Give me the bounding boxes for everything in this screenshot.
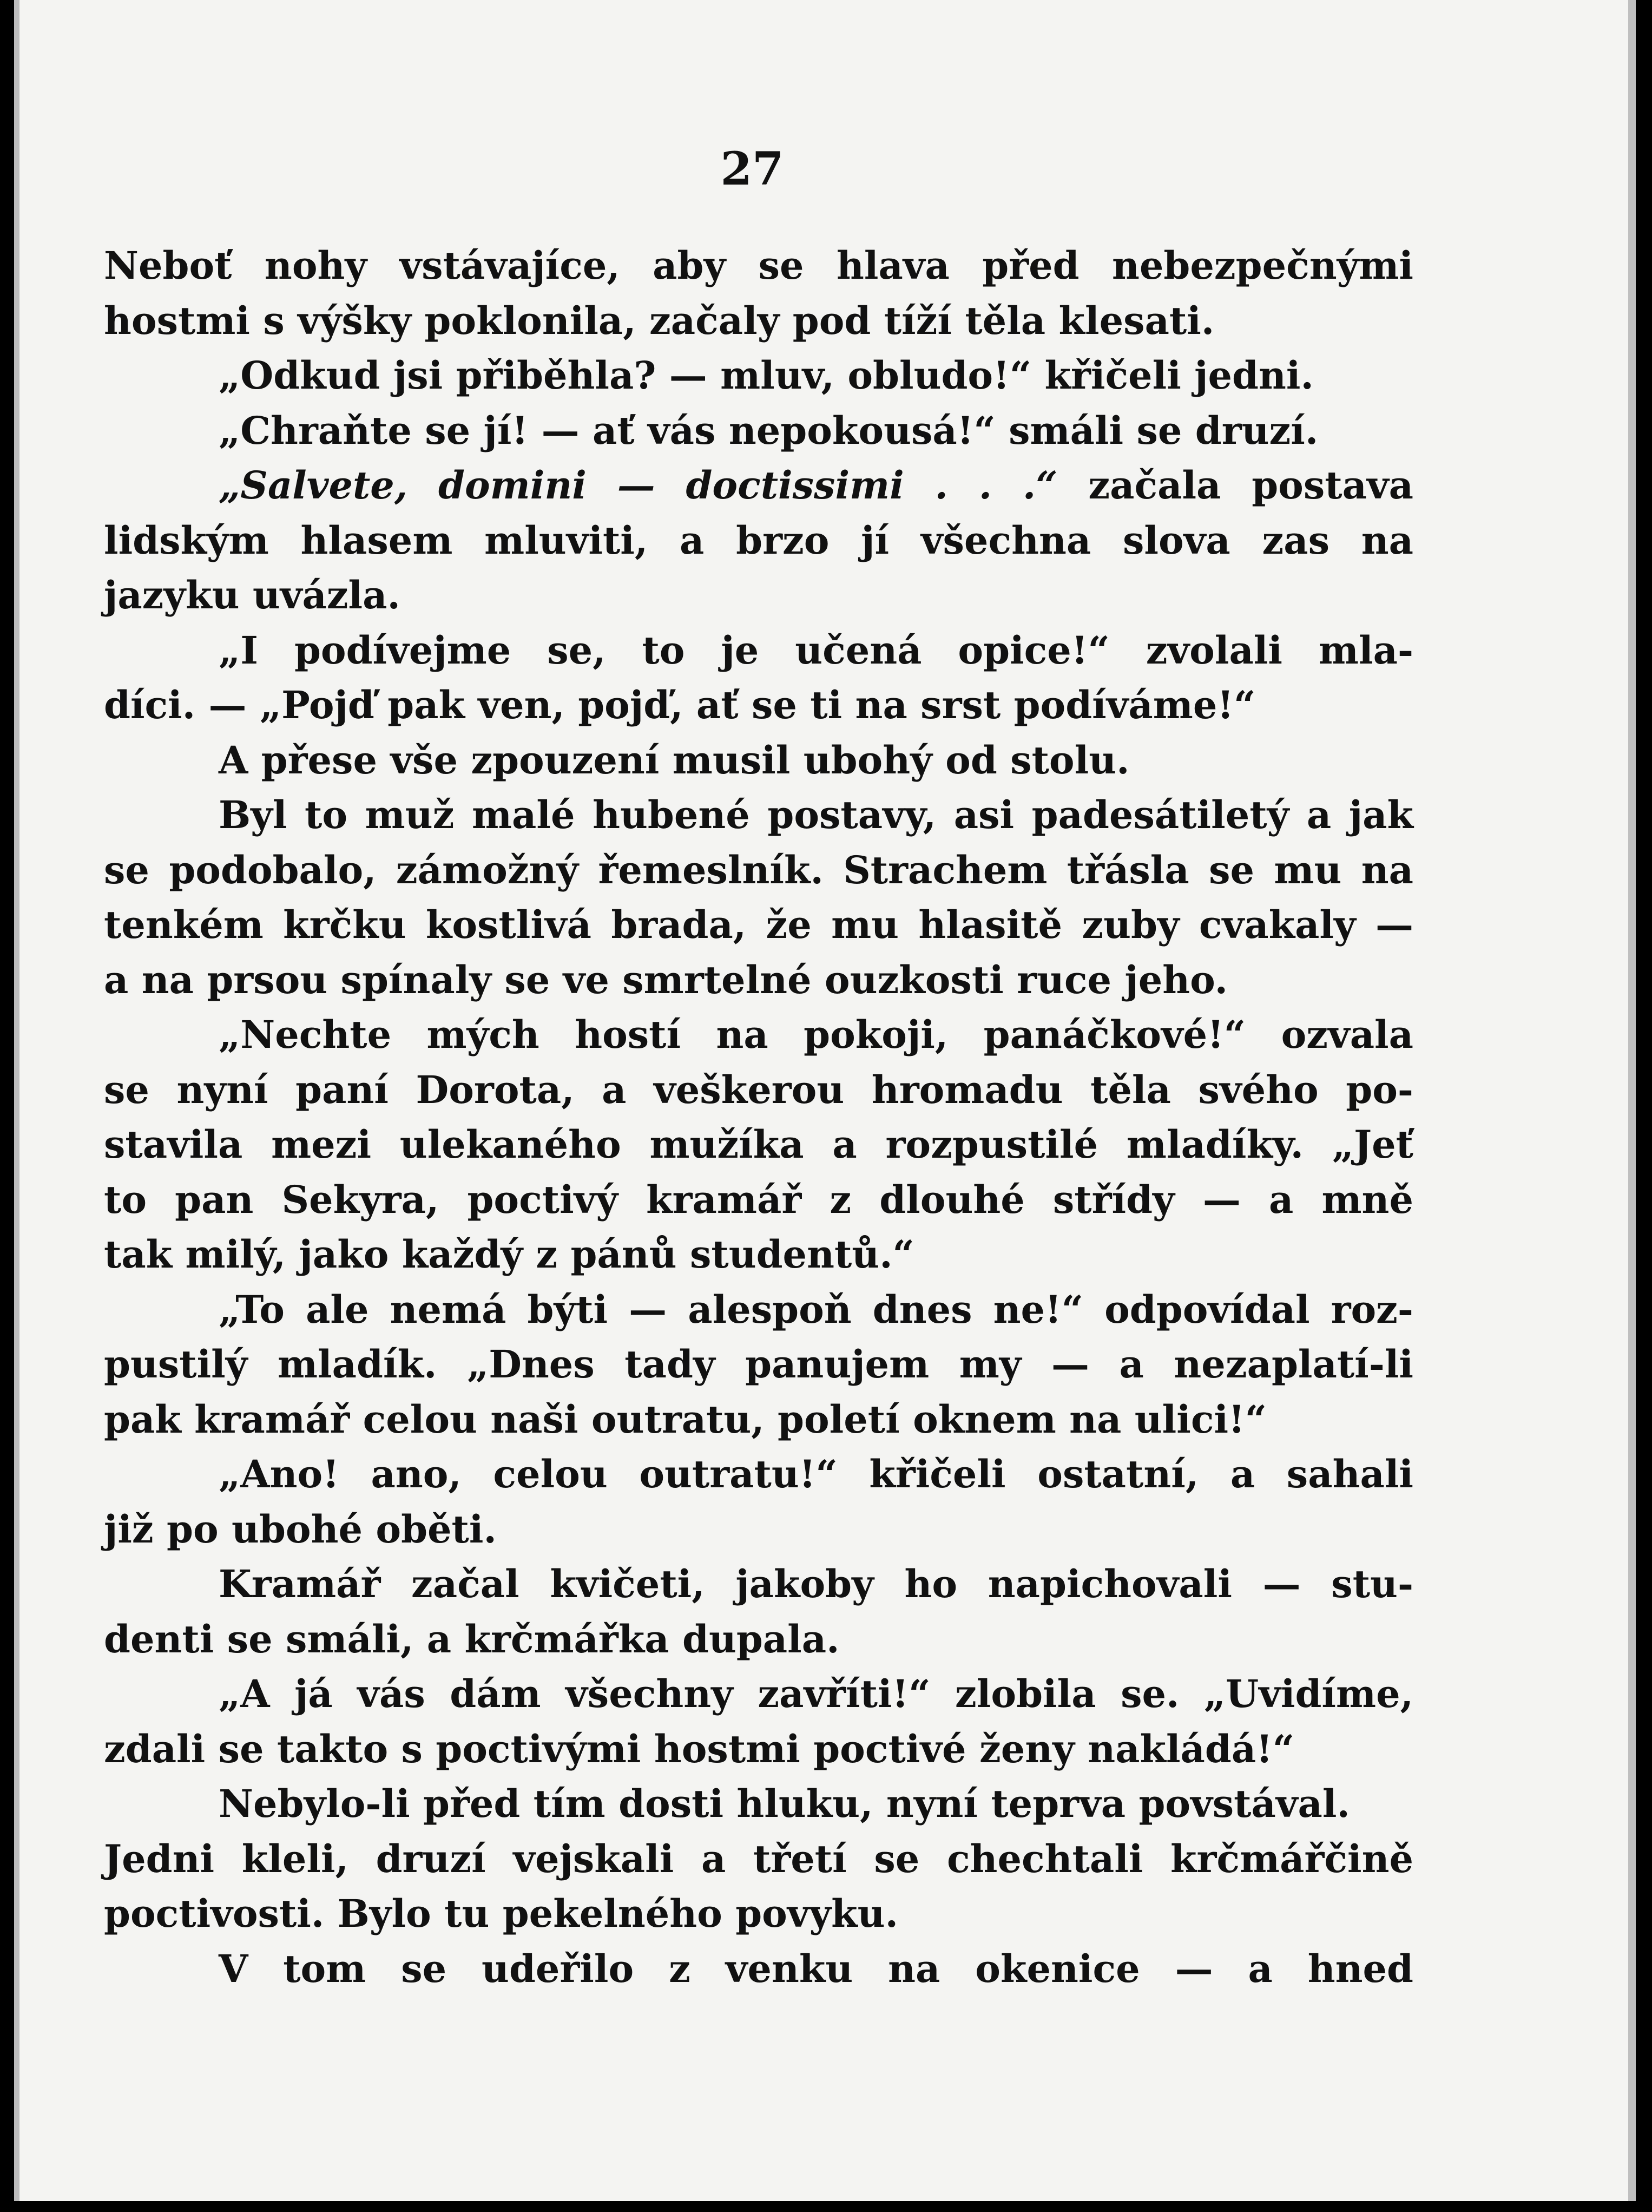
text-line: „Odkud jsi přiběhla? — mluv, obludo!“ křičeli jedni. xyxy=(219,353,1314,398)
text-line: se nyní paní Dorota, a veškerou hromadu těla svého po- xyxy=(104,1067,1413,1112)
text-line: Neboť nohy vstávajíce, aby se hlava před nebezpečnými xyxy=(104,243,1413,288)
text-line: Jedni kleli, druzí vejskali a třetí se chechtali krčmářčině xyxy=(104,1836,1413,1881)
text-line: tenkém krčku kostlivá brada, že mu hlasitě zuby cvakaly — xyxy=(104,902,1413,947)
scan-border-right xyxy=(1636,0,1652,2212)
text-line: Nebylo-li před tím dosti hluku, nyní teprva povstával. xyxy=(219,1781,1350,1826)
text-line: pak kramář celou naši outratu, poletí oknem na ulici!“ xyxy=(104,1396,1267,1442)
text-line: díci. — „Pojď pak ven, pojď, ať se ti na srst podíváme!“ xyxy=(104,682,1256,727)
text-line: hostmi s výšky poklonila, začaly pod tíží těla klesati. xyxy=(104,298,1215,343)
line-rest: začala postava xyxy=(1057,463,1413,508)
text-line: jazyku uvázla. xyxy=(104,573,400,618)
text-line: tak milý, jako každý z pánů studentů.“ xyxy=(104,1232,914,1277)
text-line: Byl to muž malé hubené postavy, asi padesátiletý a jak xyxy=(219,792,1413,837)
scan-border-left-shadow xyxy=(14,0,19,2212)
text-line: „A já vás dám všechny zavříti!“ zlobila se. „Uvidíme, xyxy=(219,1671,1413,1716)
text-line: „Chraňte se jí! — ať vás nepokousá!“ smáli se druzí. xyxy=(219,408,1319,453)
text-line: stavila mezi ulekaného mužíka a rozpustilé mladíky. „Jeť xyxy=(104,1122,1413,1167)
text-line: již po ubohé oběti. xyxy=(104,1506,497,1552)
text-line: lidským hlasem mluviti, a brzo jí všechna slova zas na xyxy=(104,517,1413,563)
italic-latin-phrase: „Salvete, domini — doctissimi . . .“ xyxy=(219,463,1058,508)
text-line: to pan Sekyra, poctivý kramář z dlouhé střídy — a mně xyxy=(104,1177,1413,1222)
scan-border-left xyxy=(0,0,14,2212)
scan-border-bottom xyxy=(0,2201,1652,2212)
text-line: „Nechte mých hostí na pokoji, panáčkové!“ ozvala xyxy=(219,1012,1413,1057)
text-line: „Ano! ano, celou outratu!“ křičeli ostatní, a sahali xyxy=(219,1452,1413,1496)
text-line: se podobalo, zámožný řemeslník. Strachem třásla se mu na xyxy=(104,847,1413,892)
page-number: 27 xyxy=(720,142,784,195)
text-line: Kramář začal kvičeti, jakoby ho napichovali — stu- xyxy=(219,1561,1413,1606)
text-line: A přese vše zpouzení musil ubohý od stolu. xyxy=(219,737,1130,783)
text-line: „To ale nemá býti — alespoň dnes ne!“ odpovídal roz- xyxy=(219,1286,1413,1332)
text-line: V tom se udeřilo z venku na okenice — a hned xyxy=(219,1946,1413,1991)
text-line: zdali se takto s poctivými hostmi poctivé ženy nakládá!“ xyxy=(104,1726,1295,1771)
text-line: denti se smáli, a krčmářka dupala. xyxy=(104,1616,840,1662)
body-text xyxy=(104,238,1413,1996)
text-line xyxy=(104,458,1413,513)
text-line: poctivosti. Bylo tu pekelného povyku. xyxy=(104,1891,898,1936)
text-line: a na prsou spínaly se ve smrtelné ouzkosti ruce jeho. xyxy=(104,957,1228,1002)
scan-border-right-shadow xyxy=(1628,0,1636,2212)
text-line: pustilý mladík. „Dnes tady panujem my — a nezaplatí-li xyxy=(104,1342,1413,1387)
text-line: „I podívejme se, to je učená opice!“ zvolali mla- xyxy=(219,627,1413,673)
